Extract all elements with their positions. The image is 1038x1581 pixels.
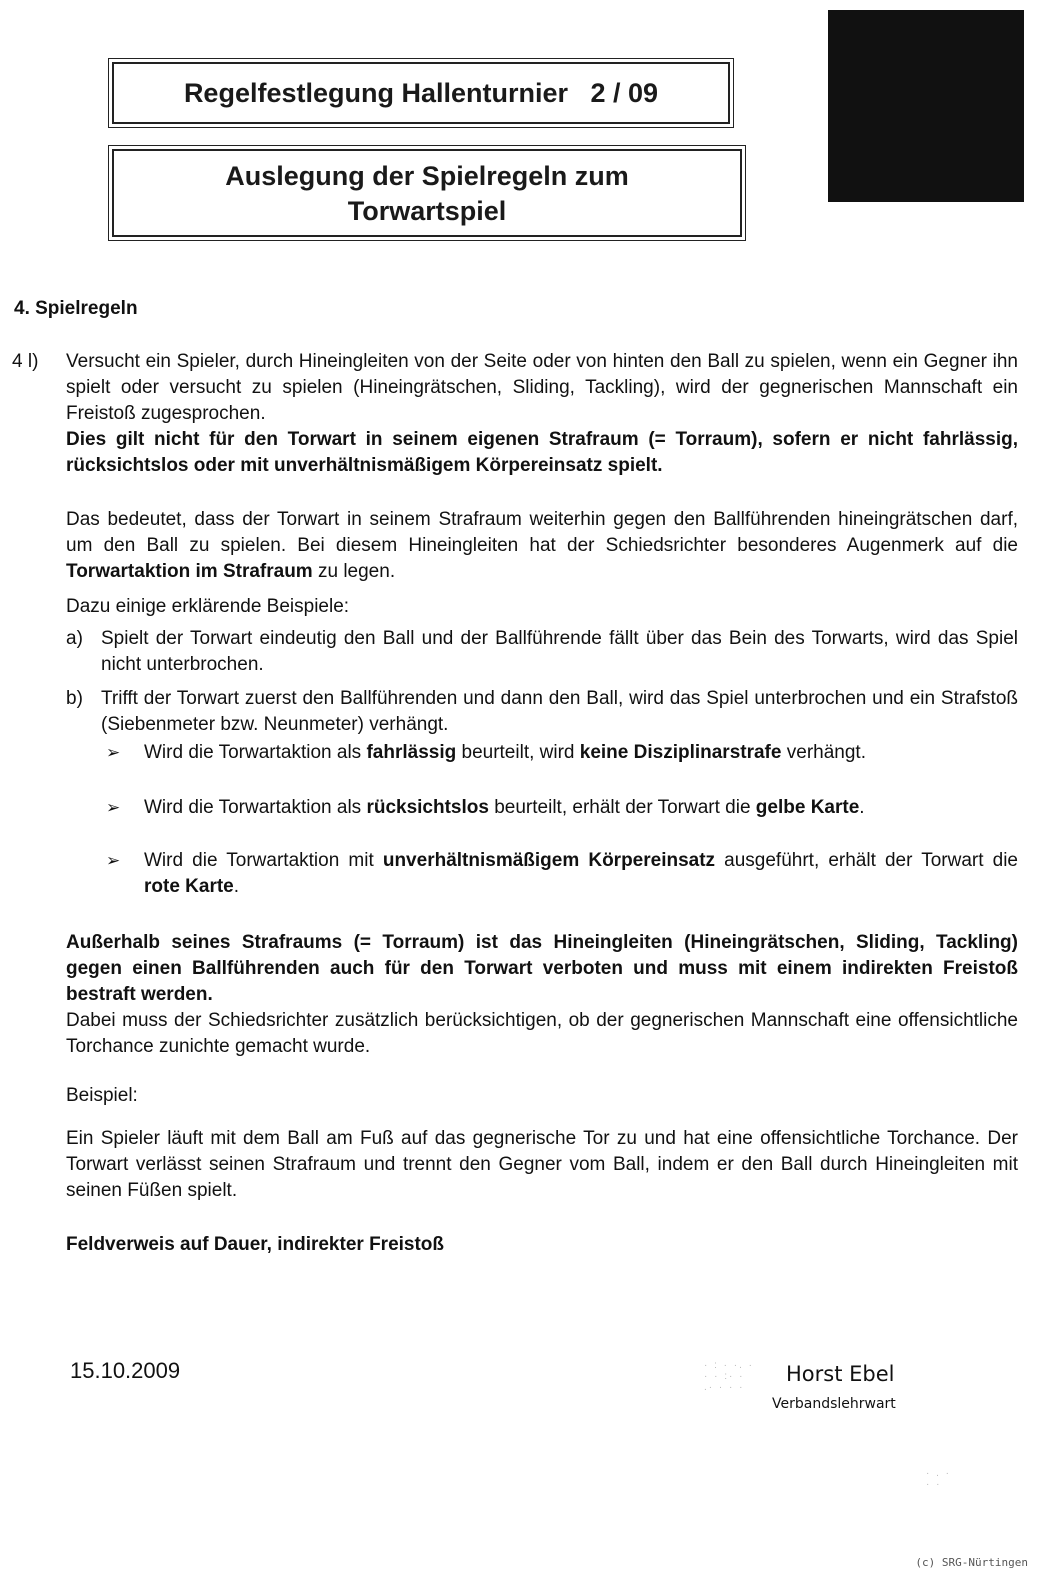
outside-area-paragraph bbox=[66, 930, 1018, 1060]
bullet-3-post: . bbox=[233, 876, 240, 897]
example-text: Ein Spieler läuft mit dem Ball am Fuß auf das gegnerische Tor zu und hat eine offensichtliche Torchance. Der Torwart verlässt seinen Strafraum und trennt den Gegner vom Ball, indem er den Ball durch Hineingleiten mit seinen Füßen spielt. bbox=[66, 1128, 1018, 1201]
redacted-block bbox=[828, 10, 1024, 202]
arrow-bullet-icon: ➢ bbox=[106, 798, 121, 817]
rule-exception: Dies gilt nicht für den Torwart in seinem eigenen Strafraum (= Torraum), sofern er nicht fahrlässig, rücksichtslos oder mit unverhältnismäßigem Körpereinsatz spielt. bbox=[66, 429, 1018, 476]
arrow-bullet-icon: ➢ bbox=[106, 743, 121, 762]
bullet-3-bold-1: unverhältnismäßigem Körpereinsatz bbox=[382, 850, 716, 871]
example-a-label: a) bbox=[66, 628, 83, 649]
rule-text bbox=[66, 349, 1018, 479]
signature-role: Verbandslehrwart bbox=[772, 1396, 896, 1412]
bullet-1-bold-2: keine Disziplinarstrafe bbox=[579, 742, 782, 763]
document-title bbox=[112, 62, 730, 124]
bullet-1-pre: Wird die Torwartaktion als bbox=[144, 742, 367, 763]
bullet-item bbox=[144, 740, 1018, 766]
signature-name: Horst Ebel bbox=[786, 1362, 895, 1386]
title-text: Regelfestlegung Hallenturnier 2 / 09 bbox=[183, 78, 659, 108]
bullet-item bbox=[144, 795, 1018, 821]
bullet-1-bold-1: fahrlässig bbox=[366, 742, 457, 763]
bullet-2-pre: Wird die Torwartaktion als bbox=[144, 797, 367, 818]
bullet-item bbox=[144, 848, 1018, 900]
explanation-text-a: Das bedeutet, dass der Torwart in seinem Strafraum weiterhin gegen den Ballführenden hineingrätschen darf, um den Ball zu spielen. Bei diesem Hineingleiten hat der Schiedsrichter besonderes Augenmerk auf die bbox=[66, 509, 1018, 556]
outside-area-text: Dabei muss der Schiedsrichter zusätzlich berücksichtigen, ob der gegnerischen Mannschaft eine offensichtliche Torchance zunichte gemacht wurde. bbox=[66, 1010, 1018, 1057]
example-result: Feldverweis auf Dauer, indirekter Freistoß bbox=[66, 1234, 445, 1255]
signature-scribble: · : · ·. · · · :· · .· · · · bbox=[704, 1360, 754, 1393]
bullet-3-pre: Wird die Torwartaktion mit bbox=[144, 850, 383, 871]
outside-area-bold: Außerhalb seines Strafraums (= Torraum) ist das Hineingleiten (Hineingrätschen, Sliding, Tackling) gegen einen Ballführenden auch für den Torwart verboten und muss mit einem indirekten Freistoß bestraft werden. bbox=[66, 932, 1018, 1005]
example-b-text: Trifft der Torwart zuerst den Ballführenden und dann den Ball, wird das Spiel unterbrochen und ein Strafstoß (Siebenmeter bzw. Neunmeter) verhängt. bbox=[101, 688, 1018, 735]
section-heading: 4. Spielregeln bbox=[14, 298, 138, 319]
example-label: Beispiel: bbox=[66, 1085, 138, 1106]
rule-number: 4 l) bbox=[12, 351, 39, 372]
document-date: 15.10.2009 bbox=[70, 1358, 181, 1383]
document-subtitle bbox=[112, 149, 742, 237]
bullet-2-mid: beurteilt, erhält der Torwart die bbox=[488, 797, 756, 818]
examples-intro: Dazu einige erklärende Beispiele: bbox=[66, 596, 350, 617]
arrow-bullet-icon: ➢ bbox=[106, 851, 121, 870]
bullet-2-bold-1: rücksichtslos bbox=[366, 797, 489, 818]
copyright-notice: (c) SRG-Nürtingen bbox=[915, 1556, 1028, 1569]
explanation-paragraph bbox=[66, 507, 1018, 585]
scan-noise: · . · · · bbox=[926, 1468, 951, 1490]
bullet-3-mid: ausgeführt, erhält der Torwart die bbox=[715, 850, 1018, 871]
bullet-1-mid: beurteilt, wird bbox=[456, 742, 580, 763]
example-b-label: b) bbox=[66, 688, 83, 709]
bullet-2-bold-2: gelbe Karte bbox=[755, 797, 860, 818]
bullet-1-post: verhängt. bbox=[781, 742, 866, 763]
explanation-bold: Torwartaktion im Strafraum bbox=[66, 561, 313, 582]
subtitle-line-1: Auslegung der Spielregeln zum bbox=[225, 161, 629, 191]
bullet-2-post: . bbox=[859, 797, 865, 818]
rule-body: Versucht ein Spieler, durch Hineingleiten von der Seite oder von hinten den Ball zu spielen, wenn ein Gegner ihn spielt oder versucht zu spielen (Hineingrätschen, Sliding, Tackling), wird der gegnerischen Mannschaft ein Freistoß zugesprochen. bbox=[66, 351, 1018, 424]
bullet-3-bold-2: rote Karte bbox=[144, 876, 234, 897]
explanation-text-b: zu legen. bbox=[312, 561, 396, 582]
subtitle-line-2: Torwartspiel bbox=[347, 196, 507, 226]
example-a-text: Spielt der Torwart eindeutig den Ball und der Ballführende fällt über das Bein des Torwarts, wird das Spiel nicht unterbrochen. bbox=[101, 628, 1018, 675]
